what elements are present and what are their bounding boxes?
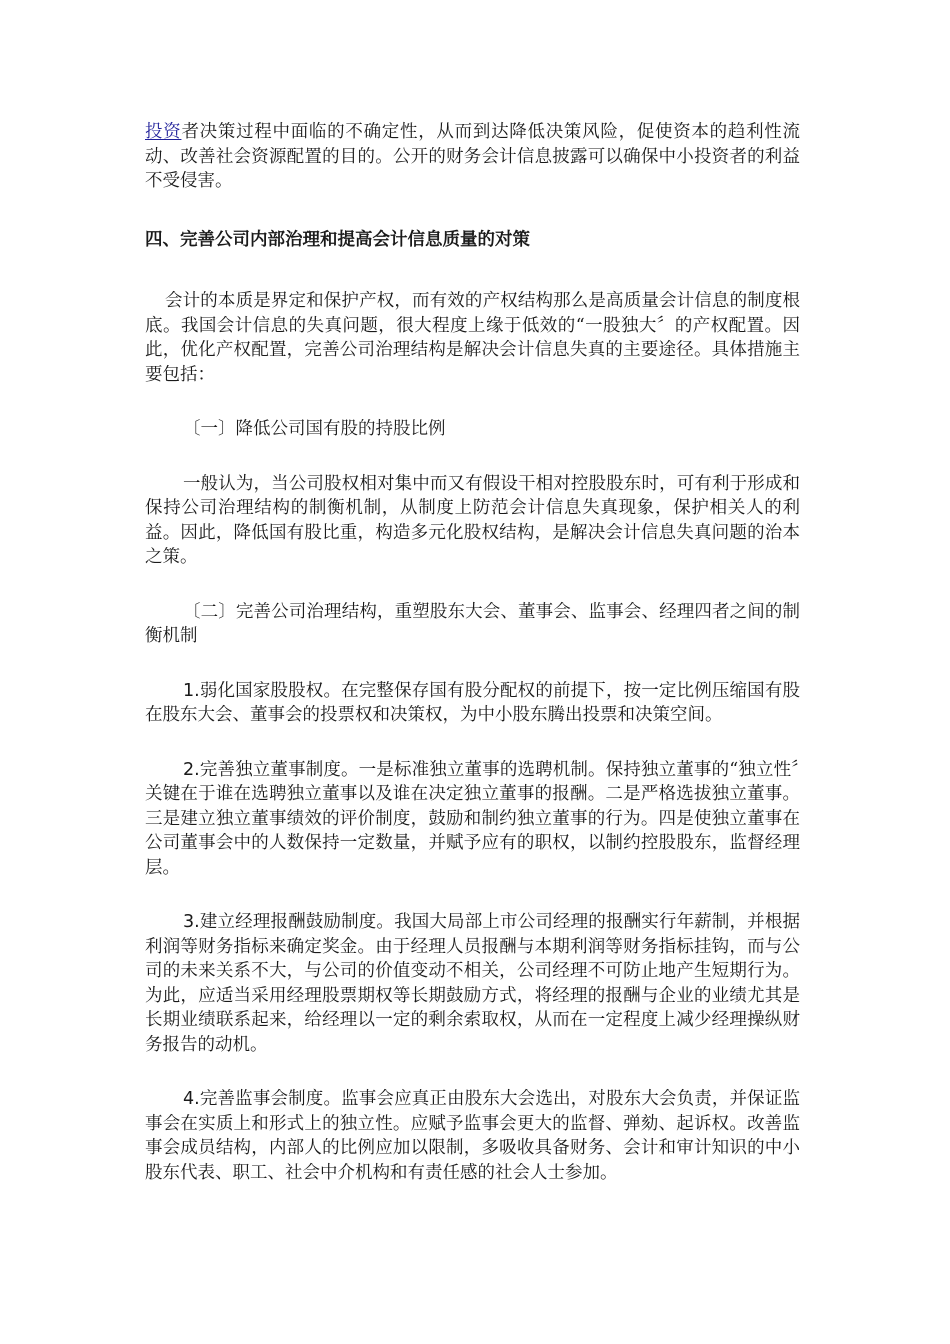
list-item-4 [145, 1087, 800, 1185]
list-item-number: 2. [183, 759, 200, 780]
paragraph-sub1: 一般认为，当公司股权相对集中而又有假设干相对控股股东时，可有利于形成和保持公司治理结构的制衡机制，从制度上防范会计信息失真现象，保护相关人的利益。因此，降低国有股比重，构造多元化股权结构，是解决会计信息失真问题的治本之策。 [145, 473, 800, 567]
list-item-number: 3. [183, 912, 200, 932]
paragraph-intro [145, 120, 800, 194]
list-item-text: 完善独立董事制度。一是标准独立董事的选聘机制。保持独立董事的“独立性〞关键在于谁在选聘独立董事以及谁在决定独立董事的报酬。二是严格选拔独立董事。三是建立独立董事绩效的评价制度，鼓励和制约独立董事的行为。四是使独立董事在公司董事会中的人数保持一定数量，并赋予应有的职权，以制约控股股东，监督经理层。 [145, 759, 800, 878]
list-item-1 [145, 679, 800, 728]
list-item-2 [145, 758, 800, 881]
list-item-number: 4. [183, 1089, 200, 1109]
list-item-text: 弱化国家股股权。在完整保存国有股分配权的前提下，按一定比例压缩国有股在股东大会、董事会的投票权和决策权，为中小股东腾出投票和决策空间。 [145, 680, 800, 725]
list-item-text: 完善监事会制度。监事会应真正由股东大会选出，对股东大会负责，并保证监事会在实质上和形式上的独立性。应赋予监事会更大的监督、弹劾、起诉权。改善监事会成员结构，内部人的比例应加以限制，多吸收具备财务、会计和审计知识的中小股东代表、职工、社会中介机构和有责任感的社会人士参加。 [145, 1089, 800, 1183]
paragraph-essence: 会计的本质是界定和保护产权，而有效的产权结构那么是高质量会计信息的制度根底。我国会计信息的失真问题，很大程度上缘于低效的“一股独大〞的产权配置。因此，优化产权配置，完善公司治理结构是解决会计信息失真的主要途径。具体措施主要包括： [145, 291, 800, 385]
list-item-3 [145, 910, 800, 1057]
section-heading: 四、完善公司内部治理和提高会计信息质量的对策 [145, 229, 530, 250]
sub-heading-1: 〔一〕降低公司国有股的持股比例 [183, 419, 446, 439]
investment-link[interactable]: 投资 [145, 122, 182, 142]
list-item-number: 1. [183, 680, 200, 701]
paragraph-intro-text: 者决策过程中面临的不确定性，从而到达降低决策风险，促使资本的趋利性流动、改善社会资源配置的目的。公开的财务会计信息披露可以确保中小投资者的利益不受侵害。 [145, 122, 801, 191]
list-item-text: 建立经理报酬鼓励制度。我国大局部上市公司经理的报酬实行年薪制，并根据利润等财务指标来确定奖金。由于经理人员报酬与本期利润等财务指标挂钩，而与公司的未来关系不大，与公司的价值变动不相关，公司经理不可防止地产生短期行为。为此，应适当采用经理股票期权等长期鼓励方式，将经理的报酬与企业的业绩尤其是长期业绩联系起来，给经理以一定的剩余索取权，从而在一定程度上减少经理操纵财务报告的动机。 [145, 912, 800, 1055]
document-page [145, 120, 800, 1185]
sub-heading-2: 〔二〕完善公司治理结构，重塑股东大会、董事会、监事会、经理四者之间的制衡机制 [145, 601, 800, 646]
